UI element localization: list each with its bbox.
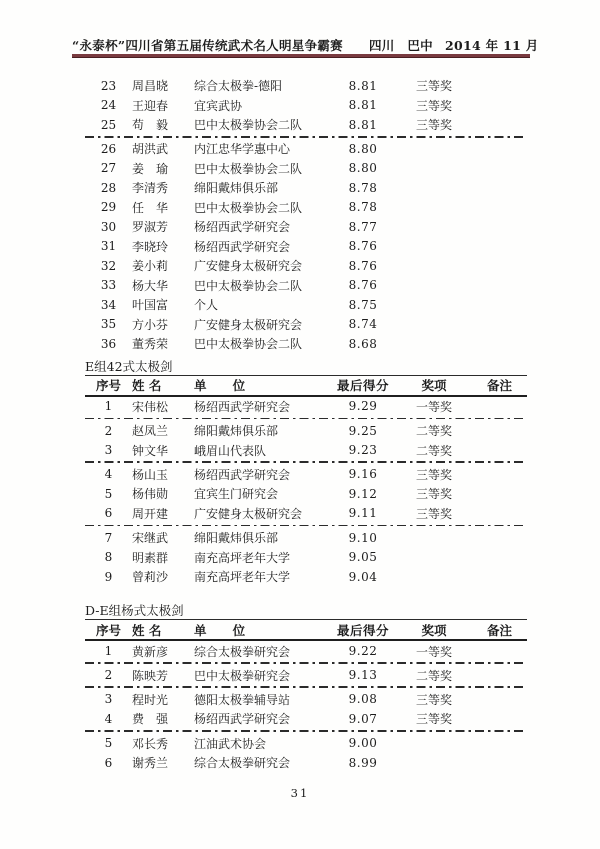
col-header-unit: 单 位 xyxy=(194,622,246,638)
cell-name: 方小芬 xyxy=(132,317,169,332)
cell-name: 周开建 xyxy=(132,506,169,521)
table-row xyxy=(85,276,527,296)
header-rule xyxy=(72,54,530,58)
cell-no: 3 xyxy=(104,443,113,458)
col-header-name: 姓 名 xyxy=(132,622,162,638)
award-tier-separator xyxy=(85,730,527,732)
cell-no: 4 xyxy=(104,467,113,482)
table-row xyxy=(85,237,527,257)
cell-name: 邓长秀 xyxy=(132,736,169,751)
section-e-42-taiji-sword xyxy=(85,359,527,587)
cell-no: 24 xyxy=(100,98,117,113)
cell-name: 李晓玲 xyxy=(132,239,169,254)
cell-unit: 综合太极拳-德阳 xyxy=(194,79,283,94)
cell-no: 5 xyxy=(104,736,113,751)
cell-score: 8.77 xyxy=(348,219,378,234)
results-table-continued xyxy=(85,76,527,354)
cell-score: 8.81 xyxy=(348,117,378,132)
cell-name: 杨大华 xyxy=(132,278,169,293)
cell-no: 1 xyxy=(104,399,113,414)
cell-score: 8.81 xyxy=(348,98,378,113)
table-row xyxy=(85,315,527,335)
cell-name: 姜 瑜 xyxy=(132,161,169,176)
cell-unit: 巴中太极拳协会二队 xyxy=(194,161,303,176)
cell-name: 任 华 xyxy=(132,200,169,215)
cell-name: 董秀荣 xyxy=(132,337,169,352)
table-row xyxy=(85,567,527,587)
table-row xyxy=(85,753,527,773)
cell-award: 三等奖 xyxy=(415,692,452,707)
section-de-yang-taiji-sword xyxy=(85,603,527,772)
page-number: 31 xyxy=(290,786,310,800)
cell-award: 三等奖 xyxy=(415,467,452,482)
table-row xyxy=(85,139,527,159)
cell-score: 8.78 xyxy=(348,200,378,215)
table-row xyxy=(85,178,527,198)
table-row xyxy=(85,465,527,485)
cell-award: 一等奖 xyxy=(415,644,452,659)
col-header-no: 序号 xyxy=(95,378,121,394)
cell-no: 35 xyxy=(100,317,117,332)
cell-score: 8.99 xyxy=(348,755,378,770)
date: 2014 年 11 月 xyxy=(445,38,539,53)
cell-score: 9.11 xyxy=(348,506,378,521)
cell-name: 明素群 xyxy=(132,550,169,565)
col-header-award: 奖项 xyxy=(421,622,447,638)
cell-name: 钟文华 xyxy=(132,443,169,458)
cell-score: 9.07 xyxy=(348,711,378,726)
cell-unit: 巴中太极拳协会二队 xyxy=(194,118,303,133)
cell-award: 二等奖 xyxy=(415,443,452,458)
cell-unit: 内江忠华学惠中心 xyxy=(194,142,291,157)
cell-no: 23 xyxy=(100,78,117,93)
cell-no: 28 xyxy=(100,180,117,195)
cell-no: 8 xyxy=(104,550,113,564)
cell-no: 5 xyxy=(104,486,113,501)
table-row xyxy=(85,295,527,315)
cell-no: 32 xyxy=(100,258,117,273)
cell-unit: 峨眉山代表队 xyxy=(194,443,267,458)
results-content xyxy=(85,76,527,772)
col-header-note: 备注 xyxy=(486,622,512,638)
cell-no: 7 xyxy=(104,530,113,545)
cell-score: 9.08 xyxy=(348,692,378,707)
cell-score: 9.25 xyxy=(348,423,378,438)
cell-score: 9.12 xyxy=(348,486,378,501)
cell-no: 26 xyxy=(100,141,117,156)
cell-score: 9.05 xyxy=(348,550,378,564)
cell-name: 王迎春 xyxy=(132,98,169,113)
cell-score: 8.76 xyxy=(348,239,378,254)
table-row xyxy=(85,528,527,548)
cell-unit: 绵阳戴炜俱乐部 xyxy=(194,424,279,439)
cell-score: 9.00 xyxy=(348,736,378,751)
table-row xyxy=(85,217,527,237)
cell-no: 33 xyxy=(100,278,117,293)
table-row xyxy=(85,484,527,504)
award-tier-separator xyxy=(85,418,527,420)
cell-unit: 综合太极拳研究会 xyxy=(194,756,291,771)
running-head xyxy=(72,36,539,54)
cell-unit: 宜宾武协 xyxy=(194,98,243,113)
cell-unit: 绵阳戴炜俱乐部 xyxy=(194,531,279,545)
cell-name: 胡洪武 xyxy=(132,142,169,157)
cell-no: 25 xyxy=(100,117,117,132)
table-row xyxy=(85,440,527,460)
table-row xyxy=(85,421,527,441)
cell-unit: 杨绍西武学研究会 xyxy=(194,220,291,235)
cell-name: 宋伟松 xyxy=(132,399,169,414)
cell-unit: 杨绍西武学研究会 xyxy=(194,467,291,482)
cell-name: 李清秀 xyxy=(132,181,169,196)
cell-unit: 杨绍西武学研究会 xyxy=(194,239,291,254)
table-row xyxy=(85,96,527,116)
cell-no: 29 xyxy=(100,200,117,215)
col-header-unit: 单 位 xyxy=(194,378,246,394)
cell-unit: 广安健身太极研究会 xyxy=(194,259,303,274)
award-tier-separator xyxy=(85,461,527,463)
cell-unit: 南充高坪老年大学 xyxy=(194,570,291,584)
cell-no: 4 xyxy=(104,711,113,726)
col-header-score: 最后得分 xyxy=(336,378,389,394)
cell-unit: 杨绍西武学研究会 xyxy=(194,399,291,414)
award-tier-separator xyxy=(85,136,527,138)
cell-award: 二等奖 xyxy=(415,424,452,439)
cell-score: 9.23 xyxy=(348,443,378,458)
cell-name: 宋继武 xyxy=(132,531,169,545)
cell-unit: 巴中太极拳协会二队 xyxy=(194,278,303,293)
table-row xyxy=(85,397,527,417)
table-row xyxy=(85,690,527,710)
table-row xyxy=(85,76,527,96)
cell-name: 黄新彦 xyxy=(132,644,169,659)
cell-name: 费 强 xyxy=(132,712,169,727)
cell-award: 三等奖 xyxy=(415,98,452,113)
cell-name: 陈映芳 xyxy=(132,668,169,683)
col-header-name: 姓 名 xyxy=(132,378,162,394)
table-row xyxy=(85,641,527,661)
cell-name: 杨山玉 xyxy=(132,467,169,482)
table-header-row xyxy=(85,375,527,397)
cell-name: 杨伟勋 xyxy=(132,487,169,502)
table-header-row xyxy=(85,619,527,641)
award-tier-separator xyxy=(85,686,527,688)
results-table-e xyxy=(85,397,527,587)
cell-score: 8.78 xyxy=(348,180,378,195)
cell-award: 三等奖 xyxy=(415,712,452,727)
venue: 四川 巴中 xyxy=(368,38,433,53)
table-row xyxy=(85,198,527,218)
cell-score: 8.80 xyxy=(348,161,378,176)
cell-no: 31 xyxy=(100,239,117,254)
cell-award: 三等奖 xyxy=(415,118,452,133)
cell-score: 8.74 xyxy=(348,317,378,332)
cell-name: 赵凤兰 xyxy=(132,424,169,439)
cell-name: 姜小莉 xyxy=(132,259,169,274)
cell-no: 3 xyxy=(104,692,113,707)
cell-name: 叶国富 xyxy=(132,298,169,313)
cell-unit: 巴中太极拳协会二队 xyxy=(194,337,303,352)
cell-unit: 巴中太极拳协会二队 xyxy=(194,200,303,215)
cell-no: 34 xyxy=(100,297,117,312)
cell-unit: 江油武术协会 xyxy=(194,736,267,751)
cell-award: 二等奖 xyxy=(415,668,452,683)
cell-score: 8.68 xyxy=(348,336,378,351)
table-row xyxy=(85,733,527,753)
col-header-note: 备注 xyxy=(486,378,512,394)
cell-unit: 广安健身太极研究会 xyxy=(194,506,303,521)
award-tier-separator xyxy=(85,525,527,527)
table-row xyxy=(85,159,527,179)
cell-name: 曾莉沙 xyxy=(132,570,169,584)
table-row xyxy=(85,709,527,729)
section-title: E组42式太极剑 xyxy=(85,358,173,374)
col-header-score: 最后得分 xyxy=(336,622,389,638)
competition-title: “永泰杯”四川省第五届传统武术名人明星争霸赛 xyxy=(72,38,343,53)
cell-score: 9.04 xyxy=(348,569,378,584)
table-row xyxy=(85,504,527,524)
cell-award: 三等奖 xyxy=(415,506,452,521)
cell-name: 谢秀兰 xyxy=(132,756,169,771)
cell-name: 罗淑芳 xyxy=(132,220,169,235)
cell-score: 9.10 xyxy=(348,530,378,545)
cell-score: 9.13 xyxy=(348,668,378,683)
cell-no: 6 xyxy=(104,755,113,770)
cell-score: 9.29 xyxy=(348,399,378,414)
cell-unit: 个人 xyxy=(194,298,219,313)
cell-no: 27 xyxy=(100,161,117,176)
cell-no: 2 xyxy=(104,668,113,683)
cell-no: 1 xyxy=(104,644,113,658)
cell-score: 9.16 xyxy=(348,467,378,482)
cell-unit: 巴中太极拳研究会 xyxy=(194,668,291,683)
cell-award: 三等奖 xyxy=(415,79,452,94)
table-row xyxy=(85,547,527,567)
cell-unit: 综合太极拳研究会 xyxy=(194,644,291,659)
cell-unit: 德阳太极拳辅导站 xyxy=(194,692,291,707)
table-row xyxy=(85,115,527,135)
cell-unit: 广安健身太极研究会 xyxy=(194,317,303,332)
cell-no: 9 xyxy=(104,569,113,584)
section-title: D-E组杨式太极剑 xyxy=(85,603,184,619)
cell-unit: 绵阳戴炜俱乐部 xyxy=(194,181,279,196)
cell-award: 一等奖 xyxy=(415,399,452,414)
cell-no: 36 xyxy=(100,336,117,351)
cell-score: 8.76 xyxy=(348,278,378,293)
results-table-de xyxy=(85,641,527,772)
cell-unit: 宜宾生门研究会 xyxy=(194,487,279,502)
col-header-no: 序号 xyxy=(95,622,121,638)
cell-score: 8.81 xyxy=(348,78,378,93)
cell-name: 苟 毅 xyxy=(132,118,169,133)
table-row xyxy=(85,256,527,276)
table-row xyxy=(85,665,527,685)
cell-no: 30 xyxy=(100,219,117,234)
cell-name: 程时光 xyxy=(132,692,169,707)
table-row xyxy=(85,334,527,354)
cell-name: 周昌晓 xyxy=(132,79,169,94)
col-header-award: 奖项 xyxy=(421,378,447,394)
cell-no: 6 xyxy=(104,506,113,521)
cell-unit: 南充高坪老年大学 xyxy=(194,550,291,565)
cell-score: 8.80 xyxy=(348,141,378,156)
cell-unit: 杨绍西武学研究会 xyxy=(194,712,291,727)
award-tier-separator xyxy=(85,662,527,664)
cell-score: 9.22 xyxy=(348,644,378,658)
cell-score: 8.76 xyxy=(348,258,378,273)
cell-no: 2 xyxy=(104,423,113,438)
cell-score: 8.75 xyxy=(348,297,378,312)
cell-award: 三等奖 xyxy=(415,487,452,502)
